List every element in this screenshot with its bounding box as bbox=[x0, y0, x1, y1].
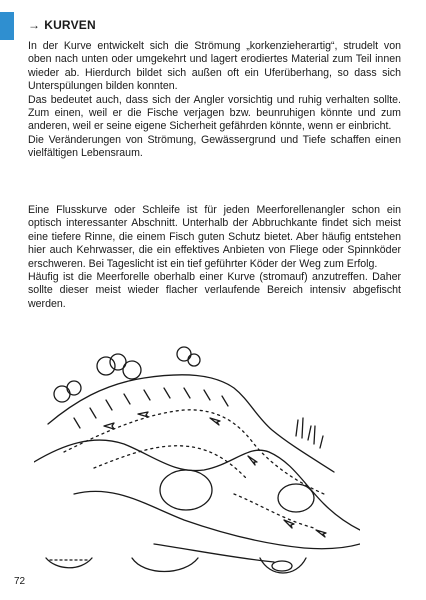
page-number: 72 bbox=[14, 576, 26, 587]
section-title: KURVEN bbox=[44, 18, 96, 32]
paragraph: Das bedeutet auch, dass sich der Angler vorsichtig und ruhig verhalten sollte. Zum einen, weil er die Fische verjagen bzw. beunruhigen könnte und zum anderen, weil er seine eigene Sicherheit gefährden könnte, wenn er einbricht. bbox=[28, 93, 401, 133]
paragraph: Eine Flusskurve oder Schleife ist für jeden Meerforellenangler schon ein optisch interessanter Abschnitt. Unterhalb der Abbruchkante findet sich meist eine tiefere Rinne, die einem Fisch guten Schutz bietet. Aber häufig entstehen hier auch Kehrwasser, die ein effektives Anbieten von Fliege oder Spinnköder erschweren. Bei Tageslicht ist ein tief geführter Köder der Weg zum Erfolg. bbox=[28, 204, 401, 270]
arrow-right-icon: → bbox=[28, 18, 41, 32]
text-block-intro bbox=[28, 40, 401, 161]
paragraph: Die Veränderungen von Strömung, Gewässergrund und Tiefe schaffen einen vielfältigen Lebensraum. bbox=[28, 133, 401, 160]
section-accent-bar bbox=[0, 12, 14, 40]
section-heading bbox=[28, 18, 96, 32]
paragraph: In der Kurve entwickelt sich die Strömung „korkenzieherartig“, strudelt von oben nach unten oder umgekehrt und lagert erodiertes Material zum Teil innen wieder ab. Hierdurch bildet sich außen oft ein Uferüberhang, so dass sich Unterspülungen bilden konnten. bbox=[28, 40, 401, 93]
paragraph: Häufig ist die Meerforelle oberhalb einer Kurve (stromauf) anzutreffen. Daher sollte dieser meist wieder flacher verlaufende Bereich intensiv abgefischt werden. bbox=[28, 271, 401, 310]
text-block-fishing bbox=[28, 204, 401, 311]
river-bend-sketch-icon bbox=[34, 344, 360, 588]
